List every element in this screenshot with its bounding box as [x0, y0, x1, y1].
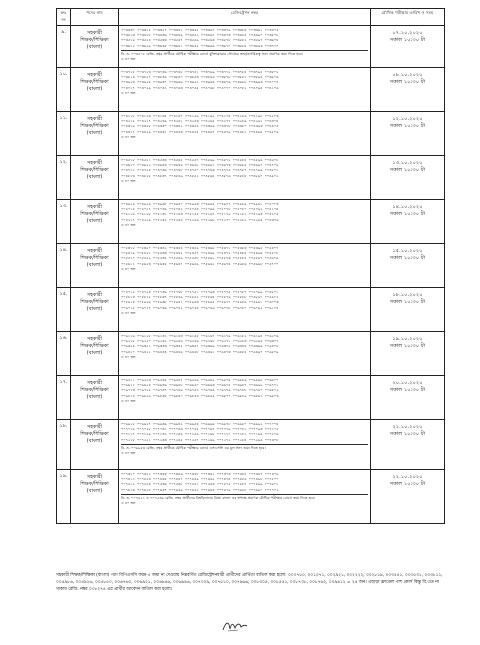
table-header-row [57, 9, 445, 26]
header-serial: ক্রঃ নং [57, 9, 71, 26]
registration-line: ০০৭০১৬ ০০৭০২৮ ০০৭০৩১ ০০৭০৪৩ ০০৭০৫৫ ০০৭০৬৭ ০০৭০৭৯ ০০৭০৮১ ০০৭০৯৩ ০০৭১০৫ [121, 427, 279, 432]
interview-date: ১৫.১০.২০২০ [392, 248, 423, 254]
row-serial: ৯. [57, 26, 71, 68]
interview-time: সকাল ১০:৩০ টা [389, 123, 426, 129]
table-row [57, 156, 445, 200]
row-serial: ১৩. [57, 200, 71, 244]
registration-line: ০০৪২১৫ ০০৪২২৭ ০০৪২৩৯ ০০৪২৪১ ০০৪২৫৩ ০০৪২৬৫ ০০৪২৭৭ ০০৪২৮৯ ০০৪২৯২ ০০৪৩০৪ [121, 119, 279, 124]
post-line: শিক্ষক/শিক্ষিকা [80, 387, 109, 393]
row-total: = ৪০ জন [121, 398, 136, 403]
row-registration-numbers [119, 200, 371, 244]
registration-line: ০০৪৯১৪ ০০৪৯২৬ ০০৪৯৩৮ ০০৪৯৪০ ০০৪৯৫৩ ০০৪৯৬৫ ০০৪৯৭৭ ০০৪৯৮৯ ০০৪৯৯১ ০০৫০০৩ [121, 202, 279, 206]
registration-line: ০০৫৬১১ ০০৫৬২৩ ০০৫৬৩৫ ০০৫৬৪৭ ০০৫৬৫৯ ০০৫৬৬২ ০০৫৬৭৪ ০০৫৬৮৬ ০০৫৬৯৮ ০০৫৭০০ [121, 261, 279, 266]
row-serial: ১৮. [57, 420, 71, 470]
post-line: সহকারী [86, 292, 103, 298]
row-registration-numbers [119, 68, 371, 112]
table-row [57, 112, 445, 156]
row-registration-numbers [119, 26, 371, 68]
row-post [71, 200, 119, 244]
registration-line: ০০৩৩৩০ ০০৩৩১৫ ০০৩৩২৭ ০০৩৩৪২ ০০৩৩৫৫ ০০৩৩৬৭ ০০৩৩৭৯ ০০৩৩৮৪ ০০৩৩৯১ ০০৩৪০৫ [121, 28, 279, 32]
registration-line: ০০৭১১৭ ০০৭১২৯ ০০৭১৩২ ০০৭১৪৪ ০০৭১৫৬ ০০৭১৬৮ ০০৭১৭০ ০০৭১৮২ ০০৭১৯৪ ০০৭২০৬ [121, 432, 279, 437]
post-line: সহকারী [86, 336, 103, 342]
registration-line: ০০৪০১৭ ০০৪০২৯ ০০৪০৩১ ০০৪০৪৩ ০০৪০৫৫ ০০৪০৬৮ ০০৪০৭০ ০০৪০৮২ ০০৪০৯৪ ০০৪১০৬ [121, 85, 279, 90]
registration-line: ০০৫৫১০ ০০৫৫২২ ০০৫৫৩৪ ০০৫৫৪৬ ০০৫৫৫৮ ০০৫৫৬১ ০০৫৫৭৩ ০০৫৫৮৫ ০০৫৫৯৭ ০০৫৬০৯ [121, 256, 279, 261]
row-post [71, 68, 119, 112]
row-total: = ৪০ জন [121, 222, 136, 227]
registration-line: ০০৬৪১০ ০০৬৪২২ ০০৬৪৩৪ ০০৬৪৪৬ ০০৬৪৫৮ ০০৬৪৬১ ০০৬৪৭৩ ০০৬৪৮৫ ০০৬৪৯৭ ০০৬৫০৯ [121, 349, 279, 354]
registration-line: ০০৬৯১৫ ০০৬৯২৭ ০০৬৯৩৯ ০০৬৯৪২ ০০৬৯৫৪ ০০৬৯৬৬ ০০৬৯৭৮ ০০৬৯৮০ ০০৬৯৯২ ০০৭০০৪ [121, 422, 279, 426]
registration-line: ০০৭৩১০ ০০৭৩২২ ০০৭৩৩৪ ০০৭৩৪৬ ০০৭৩৫৮ ০০৭৩৬১ ০০৭৩৭৩ ০০৭৩৮৫ ০০৭৩৯৭ ০০৭৪০৯ [121, 472, 279, 476]
row-registration-numbers [119, 420, 371, 470]
post-line: সহকারী [86, 160, 103, 166]
registration-line: ০০৬১১৬ ০০৬১২৮ ০০৬১৩১ ০০৬১৪৩ ০০৬১৫৫ ০০৬১৬৭ ০০৬১৭৯ ০০৬১৮২ ০০৬১৯৪ ০০৬২০৬ [121, 334, 279, 338]
post-line: (বাংলা) [86, 86, 103, 92]
post-line: (বাংলা) [86, 218, 103, 224]
row-total: = ৪০ জন [121, 178, 136, 183]
row-date-time [371, 470, 445, 524]
registration-line: ০০৬২১৮ ০০৬২২০ ০০৬২৩২ ০০৬২৪৪ ০০৬২৫৬ ০০৬২৬৮ ০০৬২৭১ ০০৬২৮৩ ০০৬২৯৫ ০০৬৩০৭ [121, 339, 279, 344]
row-registration-numbers [119, 332, 371, 376]
interview-date: ০৮.১০.২০২০ [392, 72, 423, 78]
post-line: (বাংলা) [86, 130, 103, 136]
row-total: = ৪০ জন [121, 134, 136, 139]
post-line: (বাংলা) [86, 174, 103, 180]
table-row [57, 26, 445, 68]
row-post [71, 470, 119, 524]
registration-line: ০০৫৪১৯ ০০৫৪২১ ০০৫৪৩৩ ০০৫৪৪৫ ০০৫৪৫৭ ০০৫৪৬৯ ০০৫৪৭২ ০০৫৪৮৪ ০০৫৪৯৬ ০০৫৫০৮ [121, 251, 279, 256]
registration-line: ০০৩৫১৬ ০০৩৫২৪ ০০৩৫৩৩ ০০৩৫৪৭ ০০৩৫৫৯ ০০৩৫৬৩ ০০৩৫৭৮ ০০৩৫৮২ ০০৩৫৯৭ ০০৩৬০৪ [121, 38, 279, 43]
post-line: সহকারী [86, 204, 103, 210]
row-total: = ৪০ জন [121, 266, 136, 271]
interview-time: সকাল ১০:৩০ টা [389, 37, 426, 43]
row-serial: ১১. [57, 112, 71, 156]
registration-line: ০০৩৪১৩ ০০৩৪২৮ ০০৩৪৩৬ ০০৩৪৪৯ ০০৩৪৫২ ০০৩৪৬৭ ০০৩৪৭৩ ০০৩৪৮৫ ০০৩৪৯০ ০০৩৫০৮ [121, 33, 279, 38]
row-date-time [371, 376, 445, 420]
post-line: সহকারী [86, 424, 103, 430]
registration-line: ০০৩৮১৪ ০০৩৮২৭ ০০৩৮৩৯ ০০৩৮৪০ ০০৩৮৫৩ ০০৩৮৬৬ ০০৩৮৭৮ ০০৩৮৮১ ০০৩৮৯৪ ০০৩৯০৬ [121, 75, 279, 80]
signature-mark [220, 617, 250, 635]
post-line: (বাংলা) [86, 488, 103, 494]
row-total: = ৪০ জন [121, 310, 136, 315]
table-row [57, 200, 445, 244]
interview-time: সকাল ১০:৩০ টা [389, 481, 426, 487]
interview-date: ২০.১০.২০২০ [392, 380, 423, 386]
row-post [71, 112, 119, 156]
row-post [71, 332, 119, 376]
interview-time: সকাল ১০:৩০ টা [389, 79, 426, 85]
row-serial: ১৫. [57, 288, 71, 332]
interview-time: সকাল ১০:৩০ টা [389, 211, 426, 217]
post-line: শিক্ষক/শিক্ষিকা [80, 37, 109, 43]
row-date-time [371, 26, 445, 68]
row-note: বি. দ্র. ০০৭৪২১ ও ০০৭৫৩৬ রেজি. নম্বর প্রার্থীদের বিশ্ববিদ্যালয় বিষয় বাংলা এর স্বপক্ষে প্রমাণক মৌখিক পরীক্ষার বোর্ডে জমা দিতে হবে। [121, 494, 368, 501]
row-total: = ৪০ জন [121, 354, 136, 359]
post-line: শিক্ষক/শিক্ষিকা [80, 123, 109, 129]
row-note: বি. দ্র. ০০৬৯৫৩ রেজি. নম্বর প্রার্থীকে মৌখিক পরীক্ষার বোর্ডে এসএসসি এর মূল সনদ জমা দিতে হবে। [121, 444, 368, 451]
row-serial: ১৭. [57, 376, 71, 420]
registration-line: ০০৬৩১৯ ০০৬৩২১ ০০৬৩৩৩ ০০৬৩৪৫ ০০৬৩৫৭ ০০৬৩৬৯ ০০৬৩৭২ ০০৬৩৮৪ ০০৬৩৯৬ ০০৬৪০৮ [121, 344, 279, 349]
registration-line: ০০৫০১৫ ০০৫০২৭ ০০৫০৩৯ ০০৫০৪২ ০০৫০৫৪ ০০৫০৬৬ ০০৫০৭৮ ০০৫০৮০ ০০৫০৯২ ০০৫১০৪ [121, 207, 279, 212]
post-line: শিক্ষক/শিক্ষিকা [80, 481, 109, 487]
row-date-time [371, 68, 445, 112]
row-registration-numbers [119, 470, 371, 524]
registration-line: ০০৪৪১৭ ০০৪৪২৯ ০০৪৪৩১ ০০৪৪৪৩ ০০৪৪৫৫ ০০৪৪৬৭ ০০৪৪৭৯ ০০৪৪৮২ ০০৪৪৯৪ ০০৪৫০৬ [121, 129, 279, 134]
row-post [71, 420, 119, 470]
post-line: (বাংলা) [86, 262, 103, 268]
registration-line: ০০৪৫১৮ ০০৪৫২১ ০০৪৫৩৩ ০০৪৫৪৫ ০০৪৫৫৭ ০০৪৫৬৯ ০০৪৫৭২ ০০৪৫৮৪ ০০৪৫৯৬ ০০৪৬০৮ [121, 158, 279, 162]
table-row [57, 376, 445, 420]
interview-date: ১৮.১০.২০২০ [392, 292, 423, 298]
header-registration: রেজিস্ট্রেশন নম্বর [119, 9, 371, 26]
post-line: সহকারী [86, 248, 103, 254]
registration-line: ০০৭৫১২ ০০৭৫২৪ ০০৭৫৩৬ ০০৭৫৪৮ ০০৭৫৫১ ০০৭৫৬৩ ০০৭৫৭৫ ০০৭৫৮৭ ০০৭৫৯৯ ০০৭৬০১ [121, 482, 279, 487]
registration-line: ০০৫২১৭ ০০৫২২৯ ০০৫২৩২ ০০৫২৪৪ ০০৫২৫৬ ০০৫২৬৮ ০০৫২৭০ ০০৫২৮২ ০০৫২৯৪ ০০৫৩০৬ [121, 217, 279, 222]
table-row [57, 68, 445, 112]
post-line: সহকারী [86, 72, 103, 78]
registration-line: ০০৭৪১১ ০০৭৪২৩ ০০৭৪৩৫ ০০৭৪৪৭ ০০৭৪৫৯ ০০৭৪৬২ ০০৭৪৭৪ ০০৭৪৮৬ ০০৭৪৯৮ ০০৭৫০০ [121, 477, 279, 482]
post-line: শিক্ষক/শিক্ষিকা [80, 299, 109, 305]
table-row [57, 332, 445, 376]
row-serial: ১০. [57, 68, 71, 112]
row-date-time [371, 156, 445, 200]
registration-line: ০০৬৫১১ ০০৬৫২৩ ০০৬৫৩৫ ০০৬৫৪৭ ০০৬৫৫৯ ০০৬৫৬২ ০০৬৫৭৪ ০০৬৫৮৬ ০০৬৫৯৮ ০০৬৬০০ [121, 378, 279, 382]
row-date-time [371, 288, 445, 332]
interview-date: ০৭.১০.২০২০ [392, 30, 423, 36]
row-total: = ৪০ জন [121, 56, 136, 61]
interview-time: সকাল ১০:৩০ টা [389, 255, 426, 261]
registration-line: ০০৪৭১২ ০০৪৭২৪ ০০৪৭৩৬ ০০৪৭৪৮ ০০৪৭৫০ ০০৪৭৬৩ ০০৪৭৭৫ ০০৪৭৮৭ ০০৪৭৯৯ ০০৪৮০১ [121, 168, 279, 173]
post-line: শিক্ষক/শিক্ষিকা [80, 79, 109, 85]
interview-date: ২২.১০.২০২০ [392, 474, 423, 480]
post-line: (বাংলা) [86, 394, 103, 400]
row-post [71, 156, 119, 200]
row-total: = ৪০ জন [121, 500, 136, 505]
row-post [71, 376, 119, 420]
registration-line: ০০৫৯১৪ ০০৫৯২৬ ০০৫৯৩৮ ০০৫৯৪১ ০০৫৯৫৩ ০০৫৯৬৫ ০০৫৯৭৭ ০০৫৯৮৯ ০০৫৯৯১ ০০৬০০৩ [121, 300, 279, 305]
post-line: (বাংলা) [86, 44, 103, 50]
row-total: = ৪০ জন [121, 450, 136, 455]
registration-line: ০০৩৭১৫ ০০৩৭২৩ ০০৩৭৩৬ ০০৩৭৪৮ ০০৩৭৫১ ০০৩৭৬৯ ০০৩৭৭২ ০০৩৭৮৪ ০০৩৭৯৫ ০০৩৮০২ [121, 70, 279, 74]
row-serial: ১৬. [57, 332, 71, 376]
row-post [71, 288, 119, 332]
post-line: শিক্ষক/শিক্ষিকা [80, 431, 109, 437]
registration-line: ০০৬৭১৩ ০০৬৭২৫ ০০৬৭৩৭ ০০৬৭৪৯ ০০৬৭৫২ ০০৬৭৬৪ ০০৬৭৭৬ ০০৬৭৮৮ ০০৬৭৯০ ০০৬৮০২ [121, 388, 279, 393]
registration-line: ০০৪৬১০ ০০৪৬২২ ০০৪৬৩৪ ০০৪৬৪৬ ০০৪৬৫৮ ০০৪৬৬১ ০০৪৬৭৩ ০০৪৬৮৫ ০০৪৬৯৭ ০০৪৭০৯ [121, 163, 279, 168]
interview-date: ১২.১০.২০২০ [392, 116, 423, 122]
interview-schedule-table [56, 8, 445, 524]
row-registration-numbers [119, 288, 371, 332]
registration-line: ০০৭২১৮ ০০৭২২১ ০০৭২৩৩ ০০৭২৪৫ ০০৭২৫৭ ০০৭২৬৯ ০০৭২৭২ ০০৭২৮৪ ০০৭২৯৬ ০০৭৩০৮ [121, 437, 279, 442]
row-date-time [371, 332, 445, 376]
interview-time: সকাল ১০:৩০ টা [389, 299, 426, 305]
table-row [57, 420, 445, 470]
row-registration-numbers [119, 156, 371, 200]
row-post [71, 244, 119, 288]
post-line: শিক্ষক/শিক্ষিকা [80, 343, 109, 349]
interview-time: সকাল ১০:৩০ টা [389, 387, 426, 393]
row-serial: ১২. [57, 156, 71, 200]
registration-line: ০০৩৬১২ ০০৩৬২৬ ০০৩৬৩৮ ০০৩৬৪১ ০০৩৬৫৫ ০০৩৬৬৯ ০০৩৬৭০ ০০৩৬৮৪ ০০৩৬৯৩ ০০৩৭০৭ [121, 43, 279, 48]
registration-line: ০০৬৮১৪ ০০৬৮২৬ ০০৬৮৩৮ ০০৬৮৪০ ০০৬৮৫৩ ০০৬৮৬৫ ০০৬৮৭৭ ০০৬৮৮৯ ০০৬৮৯১ ০০৬৯০৩ [121, 393, 279, 398]
row-date-time [371, 244, 445, 288]
post-line: সহকারী [86, 380, 103, 386]
header-post: পদের নাম [71, 9, 119, 26]
table-row [57, 470, 445, 524]
post-line: (বাংলা) [86, 438, 103, 444]
row-date-time [371, 112, 445, 156]
registration-line: ০০৫১১৬ ০০৫১২৮ ০০৫১৩১ ০০৫১৪৩ ০০৫১৫৫ ০০৫১৬৭ ০০৫১৭৯ ০০৫১৮১ ০০৫১৯৩ ০০৫২০৫ [121, 212, 279, 217]
table-row [57, 288, 445, 332]
post-line: শিক্ষক/শিক্ষিকা [80, 255, 109, 261]
row-total: = ৪০ জন [121, 90, 136, 95]
interview-time: সকাল ১০:৩০ টা [389, 167, 426, 173]
registration-line: ০০৭৬১৩ ০০৭৬২৫ ০০৭৬৩৭ ০০৭৬৪৯ ০০৭৬৫২ ০০৭৬৬৪ ০০৭৬৭৬ ০০৭৬৮৮ ০০৭৬৯০ ০০৭৭০২ [121, 487, 279, 492]
row-registration-numbers [119, 376, 371, 420]
post-line: (বাংলা) [86, 350, 103, 356]
table-row [57, 244, 445, 288]
header-date-time: মৌখিক পরীক্ষার তারিখ ও সময় [371, 9, 445, 26]
row-note: বি. দ্র. ০০৩৫০৫ রেজি. নম্বর প্রার্থীকে মৌখিক পরীক্ষার বোর্ডে মুক্তিযোদ্ধার পোষ্যের জন্ম/নাগরিকত্ব সনদ প্রমাণক জমা দিতে হবে। [121, 50, 368, 57]
interview-time: সকাল ১০:৩০ টা [389, 343, 426, 349]
row-serial: ১৪. [57, 244, 71, 288]
row-date-time [371, 420, 445, 470]
registration-line: ০০৪৮১৩ ০০৪৮২৫ ০০৪৮৩৭ ০০৪৮৪৯ ০০৪৮৫২ ০০৪৮৬৪ ০০৪৮৭৬ ০০৪৮৮৮ ০০৪৮৯০ ০০৪৯০২ [121, 173, 279, 178]
post-line: সহকারী [86, 116, 103, 122]
interview-date: ২১.১০.২০২০ [392, 424, 423, 430]
registration-line: ০০৫৭১২ ০০৫৭২৪ ০০৫৭৩৬ ০০৫৭৪৮ ০০৫৭৫১ ০০৫৭৬৩ ০০৫৭৭৫ ০০৫৭৮৭ ০০৫৭৯৯ ০০৫৮০১ [121, 290, 279, 294]
row-registration-numbers [119, 112, 371, 156]
post-line: সহকারী [86, 30, 103, 36]
registration-line: ০০৫৩১৮ ০০৫৩২০ ০০৫৩৩২ ০০৫৩৪৪ ০০৫৩৫৬ ০০৫৩৬৮ ০০৫৩৭১ ০০৫৩৮৩ ০০৫৩৯৫ ০০৫৪০৭ [121, 246, 279, 250]
registration-line: ০০৪৩১৬ ০০৪৩২৮ ০০৪৩৩০ ০০৪৩৪২ ০০৪৩৫৪ ০০৪৩৬৬ ০০৪৩৭৮ ০০৪৩৮০ ০০৪৩৯৩ ০০৪৪০৫ [121, 124, 279, 129]
registration-line: ০০৫৮১৩ ০০৫৮২৫ ০০৫৮৩৭ ০০৫৮৪৯ ০০৫৮৫২ ০০৫৮৬৪ ০০৫৮৭৬ ০০৫৮৮৮ ০০৫৮৯০ ০০৫৯০২ [121, 295, 279, 300]
interview-time: সকাল ১০:৩০ টা [389, 431, 426, 437]
registration-line: ০০৪১১৮ ০০৪১২৩ ০০৪১৩৫ ০০৪১৪৭ ০০৪১৫৯ ০০৪১৬২ ০০৪১৭৪ ০০৪১৮৬ ০০৪১৯৮ ০০৪২০৩ [121, 114, 279, 118]
interview-date: ১৪.১০.২০২০ [392, 204, 423, 210]
row-registration-numbers [119, 244, 371, 288]
interview-date: ১৯.১০.২০২০ [392, 336, 423, 342]
registration-line: ০০৬০১৫ ০০৬০২৭ ০০৬০৩৯ ০০৬০৪২ ০০৬০৫৪ ০০৬০৬৬ ০০৬০৭৮ ০০৬০৮০ ০০৬০৯২ ০০৬১০৪ [121, 305, 279, 310]
row-date-time [371, 200, 445, 244]
post-line: শিক্ষক/শিক্ষিকা [80, 167, 109, 173]
row-serial: ১৯. [57, 470, 71, 524]
row-post [71, 26, 119, 68]
registration-line: ০০৩৯১৩ ০০৩৯২৫ ০০৩৯৩৭ ০০৩৯৪৯ ০০৩৯৫২ ০০৩৯৬৪ ০০৩৯৭৬ ০০৩৯৮৮ ০০৩৯৯৩ ০০৪০০৫ [121, 80, 279, 85]
post-line: সহকারী [86, 474, 103, 480]
table-body [57, 26, 445, 524]
post-line: শিক্ষক/শিক্ষিকা [80, 211, 109, 217]
interview-date: ১৩.১০.২০২০ [392, 160, 423, 166]
cancellation-note: সহকারী শিক্ষক/শিক্ষিকা (বাংলা) পদে বিপিএসসি ফরম-৫ জমা না দেওয়ায় নিম্নবর্ণিত রেজিস্ট্রেশনধারী প্রার্থীদের প্রার্থিতা বাতিল করা হলো: ০০০৭৫০, ০০১০৭১, ০০২৯২১, ০০২২২২, ০০২৮১৯, ০০৩৫৪১, ০০৩৫৩১, ০০৩৮১১, ০০৪৯৮৬, ০০৪৯২৬, ০০৫৮৫০, ০০৬৭৬০, ০০৬৯২১, ০০৬৯৪৬, ০০৬৯৯৬, ০০৭০০৯, ০০৭৫১০, ০০৭৯৬৬, ০০৮৩০৫, ০০৮৫৫১, ০০৮৭৩৮, ০০৮৭৬২, ০০৯৬১২ = ২৪ জন। এছাড়া ফ্রাডেল পাশ কোর্স কিন্তু বি.এড না থাকায় রেজি. নম্বর ০০৮২৭৪ এর প্রার্থীর আবেদন বাতিল করা হলো। [56, 573, 443, 592]
registration-line: ০০৬৬১২ ০০৬৬২৪ ০০৬৬৩৬ ০০৬৬৪৮ ০০৬৬৫০ ০০৬৬৬৩ ০০৬৬৭৫ ০০৬৬৮৭ ০০৬৬৯৯ ০০৬৭০১ [121, 383, 279, 388]
post-line: (বাংলা) [86, 306, 103, 312]
